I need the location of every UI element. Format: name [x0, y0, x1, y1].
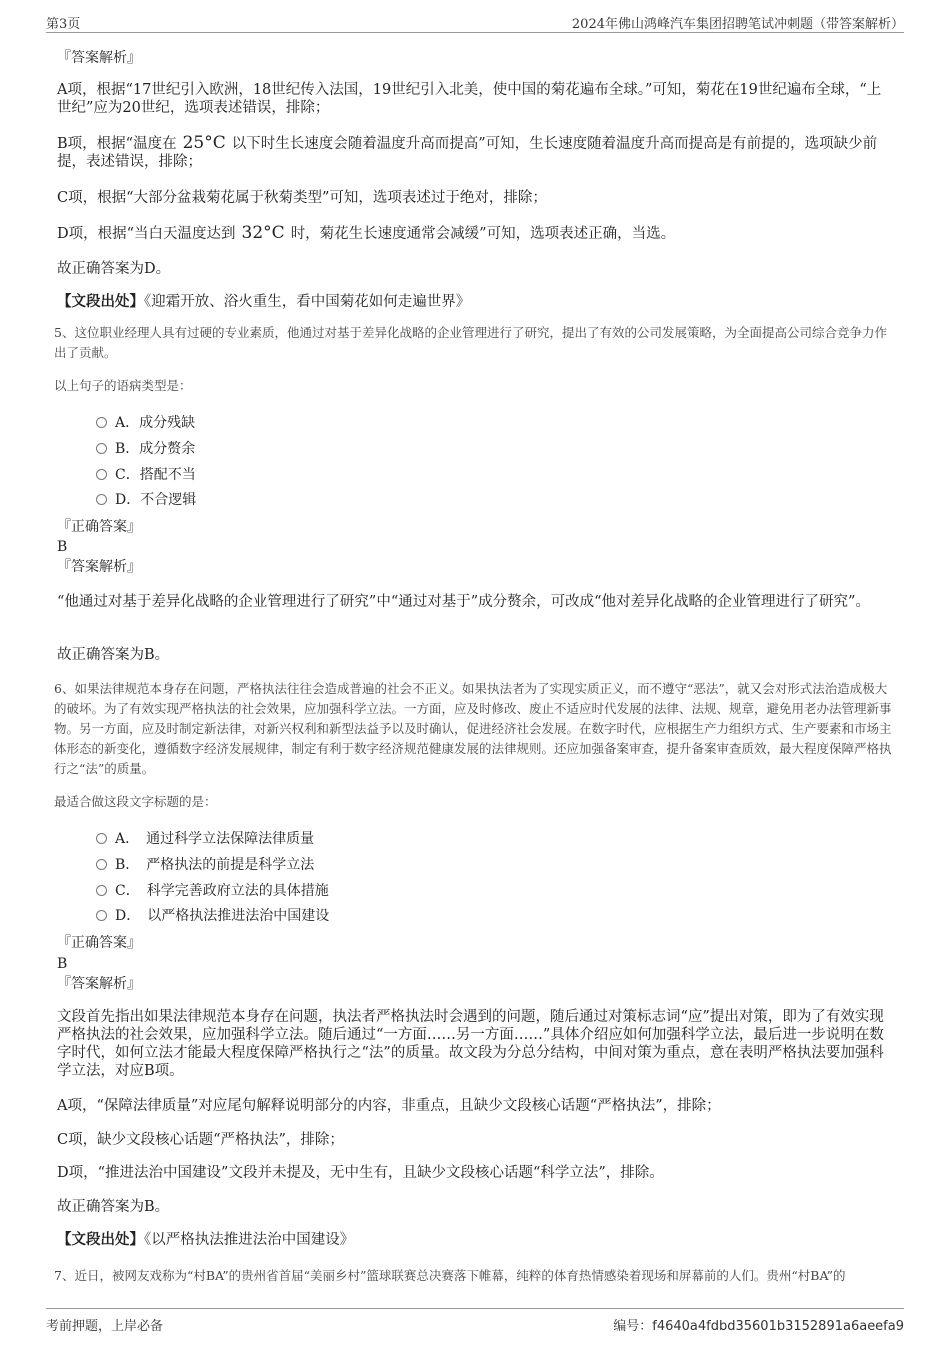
q5-analysis: “他通过对基于差异化战略的企业管理进行了研究”中“通过对基于”成分赘余，可改成“他对差异化战略的企业管理进行了研究”。	[57, 594, 870, 610]
q5-prompt: 以上句子的语病类型是：	[54, 378, 192, 393]
q5-answer: B	[57, 539, 68, 555]
q6-analysis-d: D项，“推进法治中国建设”文段并未提及，无中生有，且缺少文段核心话题“科学立法”，排除。	[57, 1165, 664, 1181]
temperature-32: 32°C	[241, 223, 285, 243]
source-label: 【文段出处】	[57, 1231, 144, 1248]
q6-analysis-a: A项，“保障法律质量”对应尾句解释说明部分的内容，非重点，且缺少文段核心话题“严格执法”，排除；	[57, 1098, 721, 1114]
q5-option-c[interactable]: C．搭配不当	[96, 465, 196, 485]
source-text: 《以严格执法推进法治中国建设》	[144, 1232, 355, 1248]
q4-analysis-label: 『答案解析』	[57, 50, 141, 66]
q6-prompt: 最适合做这段文字标题的是：	[54, 794, 217, 809]
q5-answer-label: 『正确答案』	[57, 519, 141, 535]
q7-stem: 7、近日，被网友戏称为“村BA”的贵州省首届“美丽乡村”篮球联赛总决赛落下帷幕，纯粹的体育热情感染着现场和屏幕前的人们。贵州“村BA”的	[54, 1268, 846, 1283]
footer-slogan: 考前押题，上岸必备	[46, 1319, 164, 1334]
radio-icon[interactable]	[96, 885, 107, 896]
q6-option-b[interactable]: B． 严格执法的前提是科学立法	[96, 855, 314, 875]
radio-icon[interactable]	[96, 859, 107, 870]
q6-analysis: 文段首先指出如果法律规范本身存在问题，执法者严格执法时会遇到的问题，随后通过对策标志词“应”提出对策，即为了有效实现严格执法的社会效果，应加强科学立法。随后通过“一方面……另一方面……”具体介绍应如何加强科学立法，最后进一步说明在数字时代，如何立法才能最大程度保障严格执行之“法”的质量。故文段为分总分结构，中间对策为重点，意在表明严格执法要加强科学立法，对应B项。	[57, 1009, 884, 1079]
radio-icon[interactable]	[96, 417, 107, 428]
q6-source	[57, 1231, 895, 1249]
q4-source	[57, 293, 895, 311]
page-footer	[46, 1308, 904, 1334]
q4-analysis-a: A项，根据“17世纪引入欧洲，18世纪传入法国，19世纪引入北美，使中国的菊花遍布全球。”可知，菊花在19世纪遍布全球，“上世纪”应为20世纪，选项表述错误，排除；	[57, 82, 882, 116]
document-title: 2024年佛山鸿峰汽车集团招聘笔试冲刺题（带答案解析）	[571, 17, 904, 32]
q4-analysis-d: D项，根据“当白天温度达到 32°C 时，菊花生长速度通常会减缓”可知，选项表述正确，当选。	[57, 223, 676, 243]
q4-analysis-c: C项，根据“大部分盆栽菊花属于秋菊类型”可知，选项表述过于绝对，排除；	[57, 190, 547, 206]
q6-option-d[interactable]: D． 以严格执法推进法治中国建设	[96, 906, 329, 926]
q5-stem: 5、这位职业经理人具有过硬的专业素质，他通过对基于差异化战略的企业管理进行了研究，提出了有效的公司发展策略，为全面提高公司综合竞争力作出了贡献。	[54, 325, 887, 360]
q5-analysis-label: 『答案解析』	[57, 559, 141, 575]
source-text: 《迎霜开放、浴火重生，看中国菊花如何走遍世界》	[144, 294, 471, 310]
q4-analysis-b: B项，根据“温度在 25°C 以下时生长速度会随着温度升高而提高”可知，生长速度随着温度升高而提高是有前提的，选项缺少前提，表述错误，排除；	[57, 133, 878, 170]
q6-answer: B	[57, 956, 68, 972]
q6-analysis-label: 『答案解析』	[57, 976, 141, 992]
q6-stem: 6、如果法律规范本身存在问题，严格执法往往会造成普遍的社会不正义。如果执法者为了实现实质正义，而不遵守“恶法”，就又会对形式法治造成极大的破坏。为了有效实现严格执法的社会效果，应加强科学立法。一方面，应及时修改、废止不适应时代发展的法律、法规、规章，避免用老办法管理新事物。另一方面，应及时制定新法律，对新兴权利和新型法益予以及时确认，促进经济社会发展。在数字时代，应根据生产力组织方式、生产要素和市场主体形态的新变化，遵循数字经济发展规律，制定有利于数字经济规范健康发展的法律规则。还应加强备案审查，提升备案审查质效，最大程度保障严格执行之“法”的质量。	[54, 681, 892, 776]
footer-code: 编号：f4640a4fdbd35601b3152891a6aeefa9	[613, 1319, 904, 1334]
page-number: 第3页	[46, 17, 81, 32]
radio-icon[interactable]	[96, 833, 107, 844]
q5-option-d[interactable]: D．不合逻辑	[96, 490, 196, 510]
radio-icon[interactable]	[96, 494, 107, 505]
q5-conclusion: 故正确答案为B。	[57, 647, 170, 663]
temperature-25: 25°C	[182, 133, 226, 153]
source-label: 【文段出处】	[57, 293, 144, 310]
radio-icon[interactable]	[96, 469, 107, 480]
radio-icon[interactable]	[96, 910, 107, 921]
q4-conclusion: 故正确答案为D。	[57, 261, 171, 277]
q6-answer-label: 『正确答案』	[57, 935, 141, 951]
q6-option-c[interactable]: C． 科学完善政府立法的具体措施	[96, 881, 329, 901]
page-header	[46, 10, 904, 33]
q6-analysis-c: C项，缺少文段核心话题“严格执法”，排除；	[57, 1132, 344, 1148]
q6-option-a[interactable]: A． 通过科学立法保障法律质量	[96, 829, 314, 849]
q6-conclusion: 故正确答案为B。	[57, 1199, 170, 1215]
q5-option-b[interactable]: B．成分赘余	[96, 439, 195, 459]
q5-option-a[interactable]: A．成分残缺	[96, 413, 195, 433]
radio-icon[interactable]	[96, 443, 107, 454]
